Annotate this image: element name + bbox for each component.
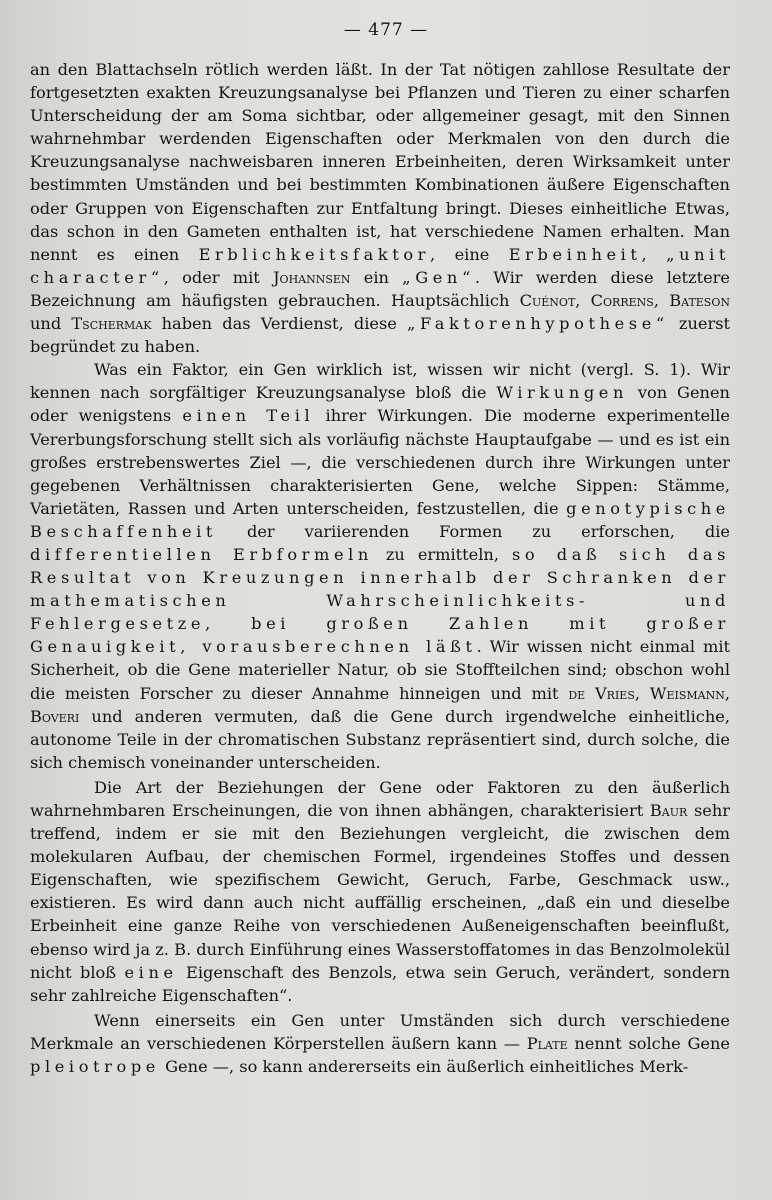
text-run: und anderen vermuten, daß die Gene durch irgendwelche einheitliche, autonome Teile in der chromatischen Substanz repräsentiert sind, durch solche, die sich chemisch voneinander unterscheiden. bbox=[30, 706, 730, 772]
text-run: , eine bbox=[430, 244, 509, 264]
author-name: Correns bbox=[590, 290, 654, 310]
author-name: Weismann bbox=[649, 683, 725, 703]
text-run: nennt solche Gene bbox=[567, 1033, 730, 1053]
spaced-term: einen Teil bbox=[182, 406, 315, 426]
spaced-term: pleiotrope bbox=[30, 1057, 160, 1077]
text-run: Eigenschaft des Benzols, etwa sein Geruch, verändert, sondern sehr zahlreiche Eigenschaften“. bbox=[30, 962, 730, 1005]
spaced-term: so daß sich das Resultat von Kreuzungen innerhalb der Schranken der mathematischen Wahrscheinlichkeits- und Fehlergesetze, bei großen Zahlen mit großer Genauigkeit, vorausberechnen läßt bbox=[30, 544, 730, 657]
paragraph-4 bbox=[30, 1009, 730, 1078]
spaced-term: differentiellen Erbformeln bbox=[30, 544, 373, 564]
spaced-term: „Gen“ bbox=[402, 267, 475, 287]
text-run: Was ein Faktor, ein Gen wirklich ist, wissen wir nicht (vergl. S. 1). Wir kennen nach sorgfältiger Kreuzungsanalyse bloß die bbox=[30, 360, 730, 403]
text-run: Gene —, so kann andererseits ein äußerlich einheitliches Merk- bbox=[159, 1057, 689, 1077]
text-run: Die Art der Beziehungen der Gene oder Faktoren zu den äußerlich wahrnehmbaren Erscheinungen, die von ihnen abhängen, charakterisiert bbox=[30, 777, 730, 820]
paragraph-1 bbox=[30, 58, 730, 358]
text-run: , bbox=[653, 290, 670, 310]
text-run: zuerst begründet zu haben. bbox=[30, 314, 731, 357]
text-run: von Genen oder wenigstens bbox=[30, 383, 730, 426]
text-run: sehr treffend, indem er sie mit den Beziehungen vergleicht, die zwischen dem molekularen Aufbau, der chemischen Formel, irgendeines Stoffes und dessen Eigenschaften, wie spezifischem Gewicht, Geruch, Farbe, Geschmack usw., existieren. Es wird dann auch nicht auffällig erscheinen, „daß ein und dieselbe Erbeinheit eine ganze Reihe von verschiedenen Außeneigenschaften beeinflußt, ebenso wird ja z. B. durch Einführung eines Wasserstoffatomes in das Benzolmolekül nicht bloß bbox=[30, 801, 730, 982]
spaced-term: Erbeinheit bbox=[508, 244, 642, 264]
author-name: de Vries bbox=[568, 683, 635, 703]
text-run: und bbox=[30, 314, 72, 334]
spaced-term: Erblichkeitsfaktor bbox=[198, 244, 431, 264]
body-text bbox=[30, 58, 730, 1078]
spaced-term: genotypische Beschaffenheit bbox=[30, 498, 730, 541]
spaced-term: Wirkungen bbox=[496, 383, 629, 403]
text-run: , bbox=[575, 290, 591, 310]
paragraph-3 bbox=[30, 776, 730, 1007]
text-run: an den Blattachseln rötlich werden läßt. In der Tat nötigen zahllose Resultate der fortgesetzten exakten Kreuzungsanalyse bei Pflanzen und Tieren zu einer scharfen Unterscheidung der am Soma sichtbar, oder allgemeiner gesagt, mit den Sinnen wahrnehmbar werdenden Eigenschaften oder Merkmalen von den durch die Kreuzungsanalyse nachweisbaren inneren Erbeinheiten, deren Wirksamkeit unter bestimmten Umständen und bei bestimmten Kombinationen äußere Eigenschaften oder Gruppen von Eigenschaften zur Entfaltung bringt. Dieses einheitliche Etwas, das schon in den Gameten enthalten ist, hat verschiedene Namen erhalten. Man nennt es einen bbox=[30, 60, 730, 264]
author-name: Baur bbox=[649, 801, 688, 820]
spaced-term: „Faktorenhypothese“ bbox=[407, 314, 669, 334]
author-name: Johannsen bbox=[273, 267, 351, 287]
spaced-term: eine bbox=[124, 962, 178, 982]
text-run: . Wir wissen nicht einmal mit Sicherheit, ob die Gene materieller Natur, ob sie Stoffteilchen sind; obschon wohl die meisten Forscher zu dieser Annahme hinneigen und mit bbox=[30, 637, 730, 703]
spaced-term: „unit character“ bbox=[30, 244, 731, 287]
author-name: Plate bbox=[526, 1033, 568, 1053]
paragraph-2 bbox=[30, 358, 730, 774]
text-run: , bbox=[641, 244, 667, 264]
text-run: ein bbox=[350, 267, 403, 287]
author-name: Boveri bbox=[30, 706, 80, 726]
author-name: Bateson bbox=[669, 290, 730, 310]
author-name: Tschermak bbox=[71, 314, 152, 334]
text-run: , bbox=[724, 683, 730, 703]
text-run: , oder mit bbox=[163, 267, 274, 287]
text-run: zu ermitteln, bbox=[372, 544, 512, 564]
author-name: Cuénot bbox=[519, 290, 576, 310]
page-number: — 477 — bbox=[343, 20, 429, 40]
text-run: der variierenden Formen zu erforschen, die bbox=[217, 521, 730, 541]
text-run: , bbox=[634, 683, 650, 703]
text-run: . Wir werden diese letztere Bezeichnung am häufigsten gebrauchen. Hauptsächlich bbox=[30, 267, 730, 310]
text-run: haben das Verdienst, diese bbox=[151, 314, 408, 334]
text-run: ihrer Wirkungen. Die moderne experimentelle Vererbungsforschung stellt sich als vorläufig nächste Hauptaufgabe — und es ist ein großes erstrebenswertes Ziel —, die verschiedenen durch ihre Wirkungen unter gegebenen Verhältnissen charakterisierten Gene, welche Sippen: Stämme, Varietäten, Rassen und Arten unterscheiden, festzustellen, die bbox=[30, 406, 730, 518]
text-run: Wenn einerseits ein Gen unter Umständen sich durch verschiedene Merkmale an verschiedenen Körperstellen äußern kann — bbox=[30, 1010, 730, 1053]
